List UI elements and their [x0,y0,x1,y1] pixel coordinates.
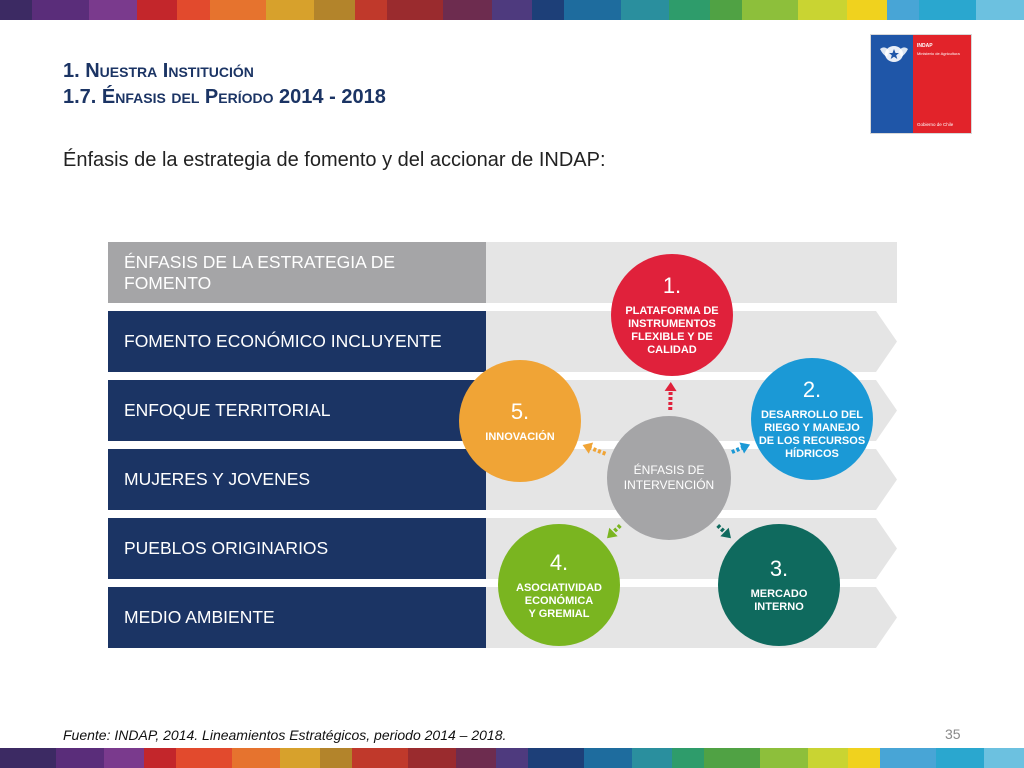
slide-subtitle: Énfasis de la estrategia de fomento y del accionar de INDAP: [63,149,606,171]
emphasis-label: DESARROLLO DEL RIEGO Y MANEJO DE LOS RECURSOS HÍDRICOS [758,409,866,460]
logo-ministry: Ministerio de Agricultura [917,51,960,56]
emphasis-circle-1 [611,254,733,376]
emphasis-circle-3 [718,524,840,646]
emphasis-circle-2 [751,358,873,480]
emphasis-label: PLATAFORMA DE INSTRUMENTOS FLEXIBLE Y DE CALIDAD [625,305,719,356]
emphasis-number: 2. [802,377,822,402]
strategy-row: MEDIO AMBIENTE [108,587,486,648]
emphasis-label: INNOVACIÓN [485,430,555,443]
emphasis-number: 5. [510,398,530,424]
emphasis-label: ASOCIATIVIDAD ECONÓMICA Y GREMIAL [516,581,602,620]
logo-brand: INDAP [917,43,933,49]
strategy-header-row: ÉNFASIS DE LA ESTRATEGIA DE FOMENTO [108,242,486,303]
source-citation: Fuente: INDAP, 2014. Lineamientos Estratégicos, periodo 2014 – 2018. [63,727,507,743]
strategy-row: MUJERES Y JOVENES [108,449,486,510]
emphasis-circle-5 [459,360,581,482]
arrowhead-icon [665,382,677,391]
emphasis-number: 4. [549,549,569,575]
page-number: 35 [945,726,961,742]
emphasis-circle-4 [498,524,620,646]
title-line-2: 1.7. Énfasis del Período 2014 - 2018 [63,86,386,108]
emphasis-label: MERCADO INTERNO [750,588,808,613]
emphasis-number: 1. [662,273,682,298]
center-circle-label: ÉNFASIS DE INTERVENCIÓN [623,463,715,492]
center-circle-intervencion [607,416,731,540]
strategy-row: PUEBLOS ORIGINARIOS [108,518,486,579]
strategy-row: ENFOQUE TERRITORIAL [108,380,486,441]
emphasis-number: 3. [769,556,789,581]
strategy-row: FOMENTO ECONÓMICO INCLUYENTE [108,311,486,372]
logo-government: Gobierno de Chile [917,122,954,127]
title-line-1: 1. Nuestra Institución [63,60,254,82]
